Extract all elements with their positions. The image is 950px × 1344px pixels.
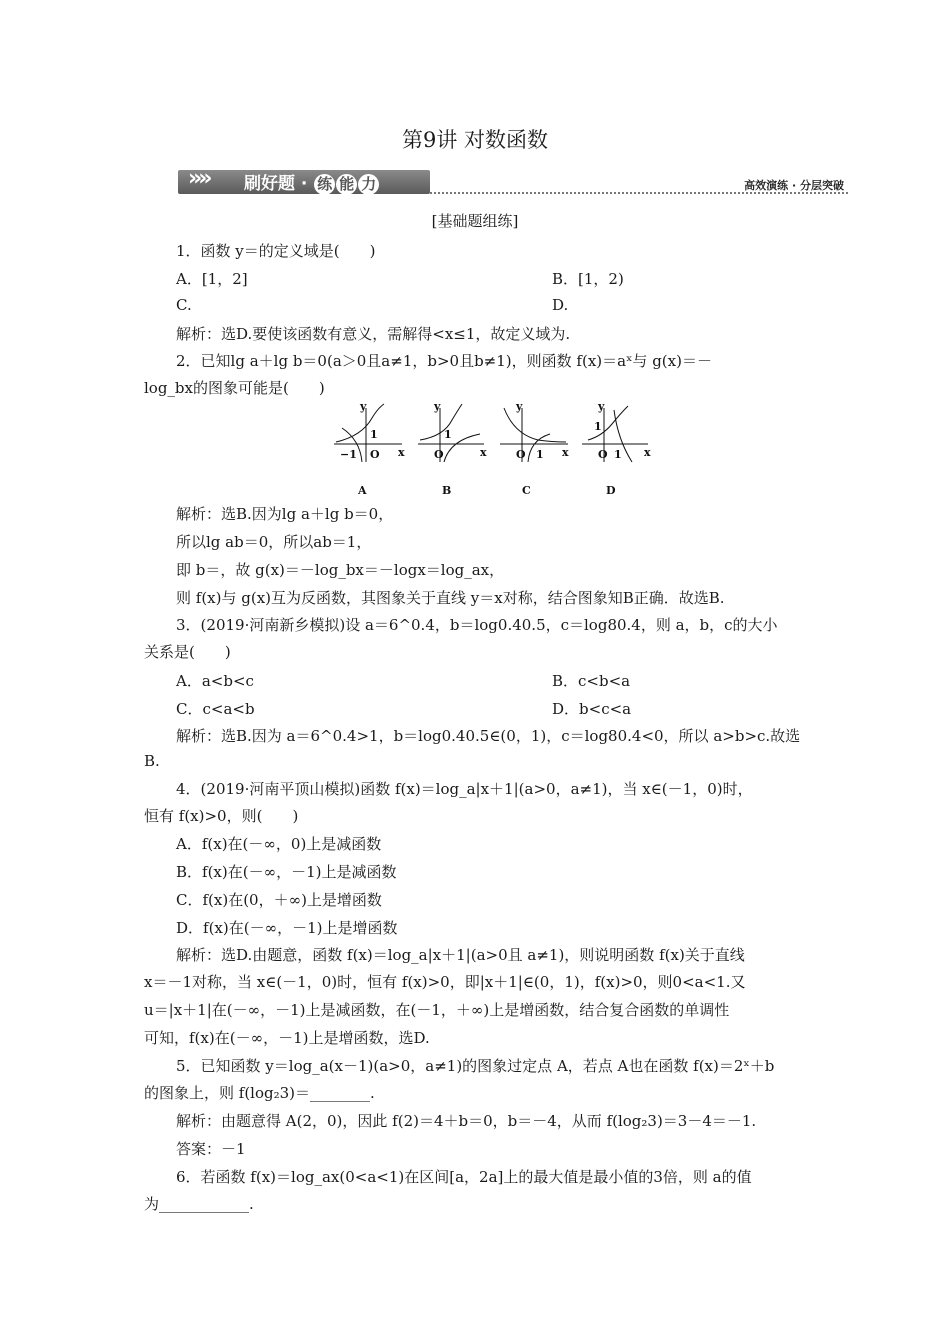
- solution-2-line4: 则 f(x)与 g(x)互为反函数，其图象关于直线 y＝x对称，结合图象知B正确．故选B.: [176, 589, 725, 607]
- option-c: C．f(x)在(0，＋∞)上是增函数: [176, 891, 382, 909]
- origin-label: O: [434, 448, 444, 461]
- graph-label-b: B: [442, 484, 452, 497]
- solution-2-line2: 所以lg ab＝0，所以ab＝1，: [176, 533, 372, 551]
- tick-one: 1: [536, 448, 544, 461]
- question-3: 3．(2019·河南新乡模拟)设 a＝6^0.4，b＝log0.40.5，c＝log80.4，则 a，b，c的大小: [176, 616, 778, 634]
- option-d: D.: [552, 296, 569, 314]
- solution-3: 解析：选B.因为 a＝6^0.4>1，b＝log0.40.5∈(0，1)，c＝log80.4<0，所以 a>b>c.故选: [176, 727, 801, 745]
- option-a: A．f(x)在(－∞，0)上是减函数: [176, 835, 382, 853]
- option-b: B．f(x)在(－∞，－1)上是减函数: [176, 863, 397, 881]
- option-c: C.: [176, 296, 192, 314]
- axis-y-label: y: [598, 400, 605, 413]
- solution-4: 解析：选D.由题意，函数 f(x)＝log_a|x＋1|(a>0且 a≠1)，则说明函数 f(x)关于直线: [176, 946, 745, 964]
- graph-label-d: D: [606, 484, 616, 497]
- axis-x-label: x: [398, 446, 405, 459]
- page-title: 第9讲 对数函数: [401, 128, 549, 152]
- tick-one: 1: [444, 428, 452, 441]
- option-b: B．[1，2): [552, 270, 624, 288]
- option-c: C．c<a<b: [176, 700, 255, 718]
- banner-circle-char: 能: [336, 174, 357, 195]
- answer-5: 答案：－1: [176, 1140, 246, 1158]
- solution-1: 解析：选D.要使该函数有意义，需解得<x≤1，故定义域为.: [176, 325, 571, 343]
- question-4: 4．(2019·河南平顶山模拟)函数 f(x)＝log_a|x＋1|(a>0，a≠1)，当 x∈(－1，0)时，: [176, 780, 753, 798]
- origin-label: O: [598, 448, 608, 461]
- banner-circle-char: 力: [358, 174, 379, 195]
- banner-circle-char: 练: [314, 174, 335, 195]
- section-banner: [178, 166, 848, 198]
- question-5-cont: 的图象上，则 f(log₂3)＝________.: [144, 1084, 375, 1102]
- origin-label: O: [516, 448, 526, 461]
- solution-2: 解析：选B.因为lg a＋lg b＝0，: [176, 505, 394, 523]
- solution-4-line2: x＝－1对称，当 x∈(－1，0)时，恒有 f(x)>0，即|x＋1|∈(0，1)，f(x)>0，则0<a<1.又: [144, 973, 746, 991]
- banner-tagline: 高效演练 · 分层突破: [744, 179, 844, 192]
- tick-one: 1: [614, 448, 622, 461]
- chevron-right-icon: »»: [188, 166, 209, 191]
- question-4-cont: 恒有 f(x)>0，则( ): [144, 807, 299, 825]
- option-d: D．b<c<a: [552, 700, 632, 718]
- option-a: A．[1，2]: [176, 270, 248, 288]
- question-2: 2．已知lg a＋lg b＝0(a＞0且a≠1，b>0且b≠1)，则函数 f(x)＝aˣ与 g(x)＝－: [176, 352, 712, 370]
- graph-figure: [332, 400, 654, 500]
- graph-label-a: A: [358, 484, 367, 497]
- function-graphs: [332, 400, 654, 500]
- option-b: B．c<b<a: [552, 672, 631, 690]
- banner-label: [244, 169, 379, 195]
- question-6: 6．若函数 f(x)＝log_ax(0<a<1)在区间[a，2a]上的最大值是最小值的3倍，则 a的值: [176, 1168, 752, 1186]
- option-d: D．f(x)在(－∞，－1)上是增函数: [176, 919, 398, 937]
- solution-4-line4: 可知，f(x)在(－∞，－1)上是增函数，选D.: [144, 1029, 430, 1047]
- solution-4-line3: u＝|x＋1|在(－∞，－1)上是减函数，在(－1，＋∞)上是增函数，结合复合函数的单调性: [144, 1001, 730, 1019]
- solution-5: 解析：由题意得 A(2，0)，因此 f(2)＝4＋b＝0，b＝－4，从而 f(log₂3)＝3－4＝－1.: [176, 1112, 757, 1130]
- solution-2-line3: 即 b＝，故 g(x)＝－log_bx＝－logx＝log_ax，: [176, 561, 505, 579]
- axis-x-label: x: [644, 446, 651, 459]
- tick-neg-one: −1: [340, 448, 357, 461]
- question-2-cont: log_bx的图象可能是( ): [144, 379, 325, 397]
- solution-3-cont: B.: [144, 752, 160, 770]
- tick-one: 1: [370, 428, 378, 441]
- origin-label: O: [370, 448, 380, 461]
- option-a: A．a<b<c: [176, 672, 254, 690]
- axis-y-label: y: [360, 400, 367, 413]
- axis-y-label: y: [434, 400, 441, 413]
- axis-x-label: x: [480, 446, 487, 459]
- banner-dot: ·: [300, 174, 308, 194]
- axis-x-label: x: [562, 446, 569, 459]
- tick-one: 1: [594, 420, 602, 433]
- graph-label-c: C: [522, 484, 531, 497]
- axis-y-label: y: [516, 400, 523, 413]
- question-3-cont: 关系是( ): [144, 643, 231, 661]
- question-1: 1．函数 y＝的定义域是( ): [176, 242, 376, 260]
- section-heading: [基础题组练]: [431, 212, 519, 230]
- question-5: 5．已知函数 y＝log_a(x－1)(a>0，a≠1)的图象过定点 A，若点 A也在函数 f(x)＝2ˣ＋b: [176, 1057, 775, 1075]
- question-6-cont: 为____________.: [144, 1195, 254, 1213]
- banner-main: 刷好题: [244, 174, 295, 194]
